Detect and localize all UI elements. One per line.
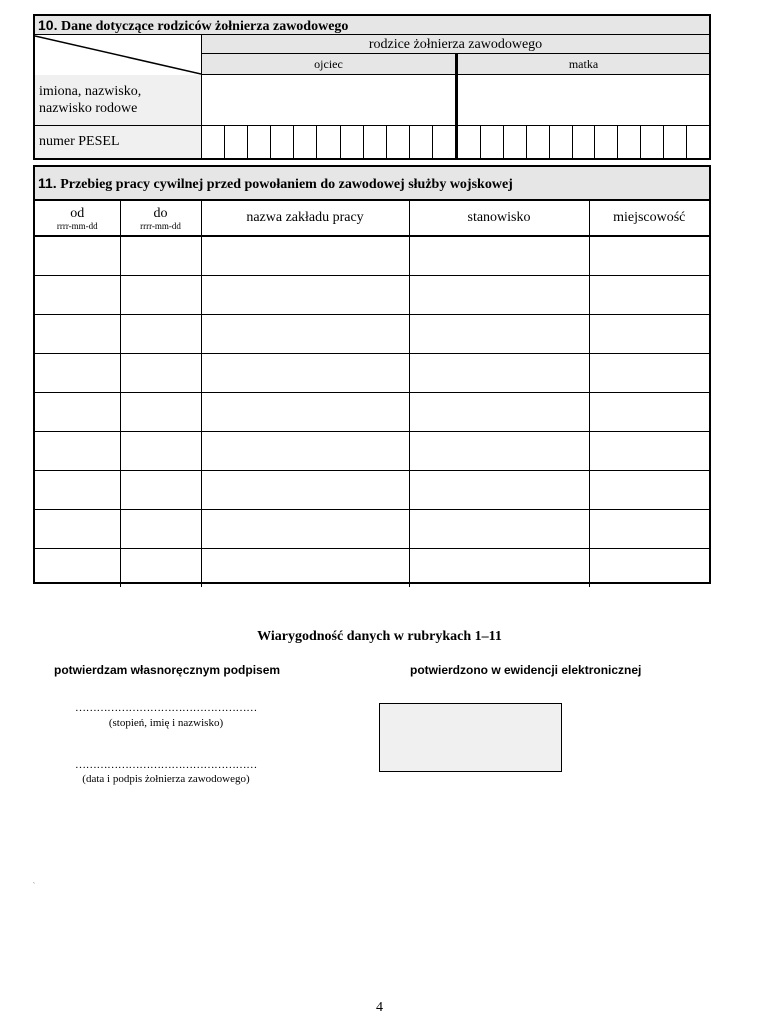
employer-cell[interactable] xyxy=(201,236,409,276)
electronic-confirmation-stamp-box xyxy=(379,703,562,772)
father-pesel-field[interactable] xyxy=(201,126,455,158)
table-row xyxy=(35,276,709,315)
section-10-title-text: Dane dotyczące rodziców żołnierza zawodowego xyxy=(60,19,349,34)
signature-confirmation-heading: potwierdzam własnoręcznym podpisem xyxy=(54,663,281,677)
pesel-digit-box[interactable] xyxy=(271,126,294,158)
names-label xyxy=(35,75,201,126)
stray-mark: ` xyxy=(33,883,35,889)
pesel-digit-box[interactable] xyxy=(225,126,248,158)
section-10-number: 10. xyxy=(38,17,58,33)
position-cell[interactable] xyxy=(409,315,589,354)
pesel-digit-box[interactable] xyxy=(387,126,410,158)
place-cell[interactable] xyxy=(589,393,709,432)
column-from xyxy=(35,201,120,237)
place-cell[interactable] xyxy=(589,276,709,315)
column-to xyxy=(120,201,201,237)
pesel-digit-box[interactable] xyxy=(641,126,664,158)
table-row xyxy=(35,510,709,549)
names-label-line1: imiona, nazwisko, xyxy=(39,84,142,99)
column-position: stanowisko xyxy=(409,201,589,237)
column-from-format: rrrr-mm-dd xyxy=(56,220,98,231)
employer-cell[interactable] xyxy=(201,354,409,393)
pesel-digit-box[interactable] xyxy=(341,126,364,158)
section-11-number: 11. xyxy=(38,175,57,191)
mother-pesel-field[interactable] xyxy=(455,126,709,158)
table-row xyxy=(35,432,709,471)
column-employer: nazwa zakładu pracy xyxy=(201,201,409,237)
employer-cell[interactable] xyxy=(201,471,409,510)
table-row xyxy=(35,236,709,276)
pesel-digit-box[interactable] xyxy=(317,126,340,158)
from-cell[interactable] xyxy=(35,510,120,549)
from-cell[interactable] xyxy=(35,471,120,510)
place-cell[interactable] xyxy=(589,354,709,393)
table-row xyxy=(35,315,709,354)
column-to-format: rrrr-mm-dd xyxy=(140,220,181,231)
pesel-digit-box[interactable] xyxy=(458,126,481,158)
employer-cell[interactable] xyxy=(201,432,409,471)
pesel-digit-box[interactable] xyxy=(202,126,225,158)
place-cell[interactable] xyxy=(589,510,709,549)
pesel-digit-box[interactable] xyxy=(595,126,618,158)
employer-cell[interactable] xyxy=(201,393,409,432)
position-cell[interactable] xyxy=(409,393,589,432)
table-row xyxy=(35,354,709,393)
from-cell[interactable] xyxy=(35,276,120,315)
to-cell[interactable] xyxy=(120,315,201,354)
father-header: ojciec xyxy=(201,54,455,75)
rank-name-signature-line[interactable]: …………………………………………… xyxy=(75,702,257,714)
place-cell[interactable] xyxy=(589,432,709,471)
to-cell[interactable] xyxy=(120,393,201,432)
section-11-employment xyxy=(33,165,711,584)
pesel-label: numer PESEL xyxy=(35,126,201,158)
employment-header-row xyxy=(35,201,709,237)
diagonal-header-cell xyxy=(35,35,201,75)
position-cell[interactable] xyxy=(409,354,589,393)
verification-title: Wiarygodność danych w rubrykach 1–11 xyxy=(257,629,502,644)
to-cell[interactable] xyxy=(120,549,201,588)
date-signature-line[interactable]: …………………………………………… xyxy=(75,759,257,771)
section-11-title xyxy=(35,167,709,200)
names-label-line2: nazwisko rodowe xyxy=(39,101,138,116)
section-11-title-text: Przebieg pracy cywilnej przed powołaniem do zawodowej służby wojskowej xyxy=(60,177,513,192)
to-cell[interactable] xyxy=(120,236,201,276)
employer-cell[interactable] xyxy=(201,315,409,354)
to-cell[interactable] xyxy=(120,276,201,315)
rank-name-caption: (stopień, imię i nazwisko) xyxy=(108,717,224,729)
place-cell[interactable] xyxy=(589,549,709,588)
to-cell[interactable] xyxy=(120,510,201,549)
father-names-field[interactable] xyxy=(201,75,455,126)
position-cell[interactable] xyxy=(409,471,589,510)
from-cell[interactable] xyxy=(35,432,120,471)
table-row xyxy=(35,549,709,588)
column-place: miejscowość xyxy=(589,201,709,237)
position-cell[interactable] xyxy=(409,236,589,276)
pesel-digit-box[interactable] xyxy=(481,126,504,158)
employer-cell[interactable] xyxy=(201,549,409,588)
pesel-digit-box[interactable] xyxy=(527,126,550,158)
to-cell[interactable] xyxy=(120,354,201,393)
employer-cell[interactable] xyxy=(201,510,409,549)
position-cell[interactable] xyxy=(409,432,589,471)
pesel-digit-box[interactable] xyxy=(573,126,596,158)
pesel-digit-box[interactable] xyxy=(410,126,433,158)
from-cell[interactable] xyxy=(35,549,120,588)
from-cell[interactable] xyxy=(35,315,120,354)
column-to-label: do xyxy=(153,205,168,221)
page-number: 4 xyxy=(376,1000,383,1015)
table-row xyxy=(35,393,709,432)
pesel-digit-box[interactable] xyxy=(687,126,709,158)
table-row xyxy=(35,471,709,510)
section-10-title xyxy=(35,16,709,35)
to-cell[interactable] xyxy=(120,471,201,510)
pesel-digit-box[interactable] xyxy=(433,126,455,158)
place-cell[interactable] xyxy=(589,471,709,510)
pesel-digit-box[interactable] xyxy=(364,126,387,158)
electronic-confirmation-heading: potwierdzono w ewidencji elektronicznej xyxy=(410,663,642,677)
position-cell[interactable] xyxy=(409,510,589,549)
employer-cell[interactable] xyxy=(201,276,409,315)
diagonal-line xyxy=(35,35,201,75)
position-cell[interactable] xyxy=(409,276,589,315)
mother-names-field[interactable] xyxy=(455,75,709,126)
pesel-digit-box[interactable] xyxy=(664,126,687,158)
pesel-digit-box[interactable] xyxy=(294,126,317,158)
from-cell[interactable] xyxy=(35,354,120,393)
position-cell[interactable] xyxy=(409,549,589,588)
place-cell[interactable] xyxy=(589,236,709,276)
place-cell[interactable] xyxy=(589,315,709,354)
pesel-digit-box[interactable] xyxy=(550,126,573,158)
to-cell[interactable] xyxy=(120,432,201,471)
column-from-label: od xyxy=(70,205,85,221)
employment-table xyxy=(35,200,709,587)
parents-header: rodzice żołnierza zawodowego xyxy=(201,35,709,54)
pesel-digit-box[interactable] xyxy=(248,126,271,158)
from-cell[interactable] xyxy=(35,236,120,276)
pesel-digit-box[interactable] xyxy=(504,126,527,158)
section-10-parents xyxy=(33,14,711,160)
pesel-digit-box[interactable] xyxy=(618,126,641,158)
from-cell[interactable] xyxy=(35,393,120,432)
mother-header: matka xyxy=(455,54,709,75)
date-signature-caption: (data i podpis żołnierza zawodowego) xyxy=(82,773,250,785)
